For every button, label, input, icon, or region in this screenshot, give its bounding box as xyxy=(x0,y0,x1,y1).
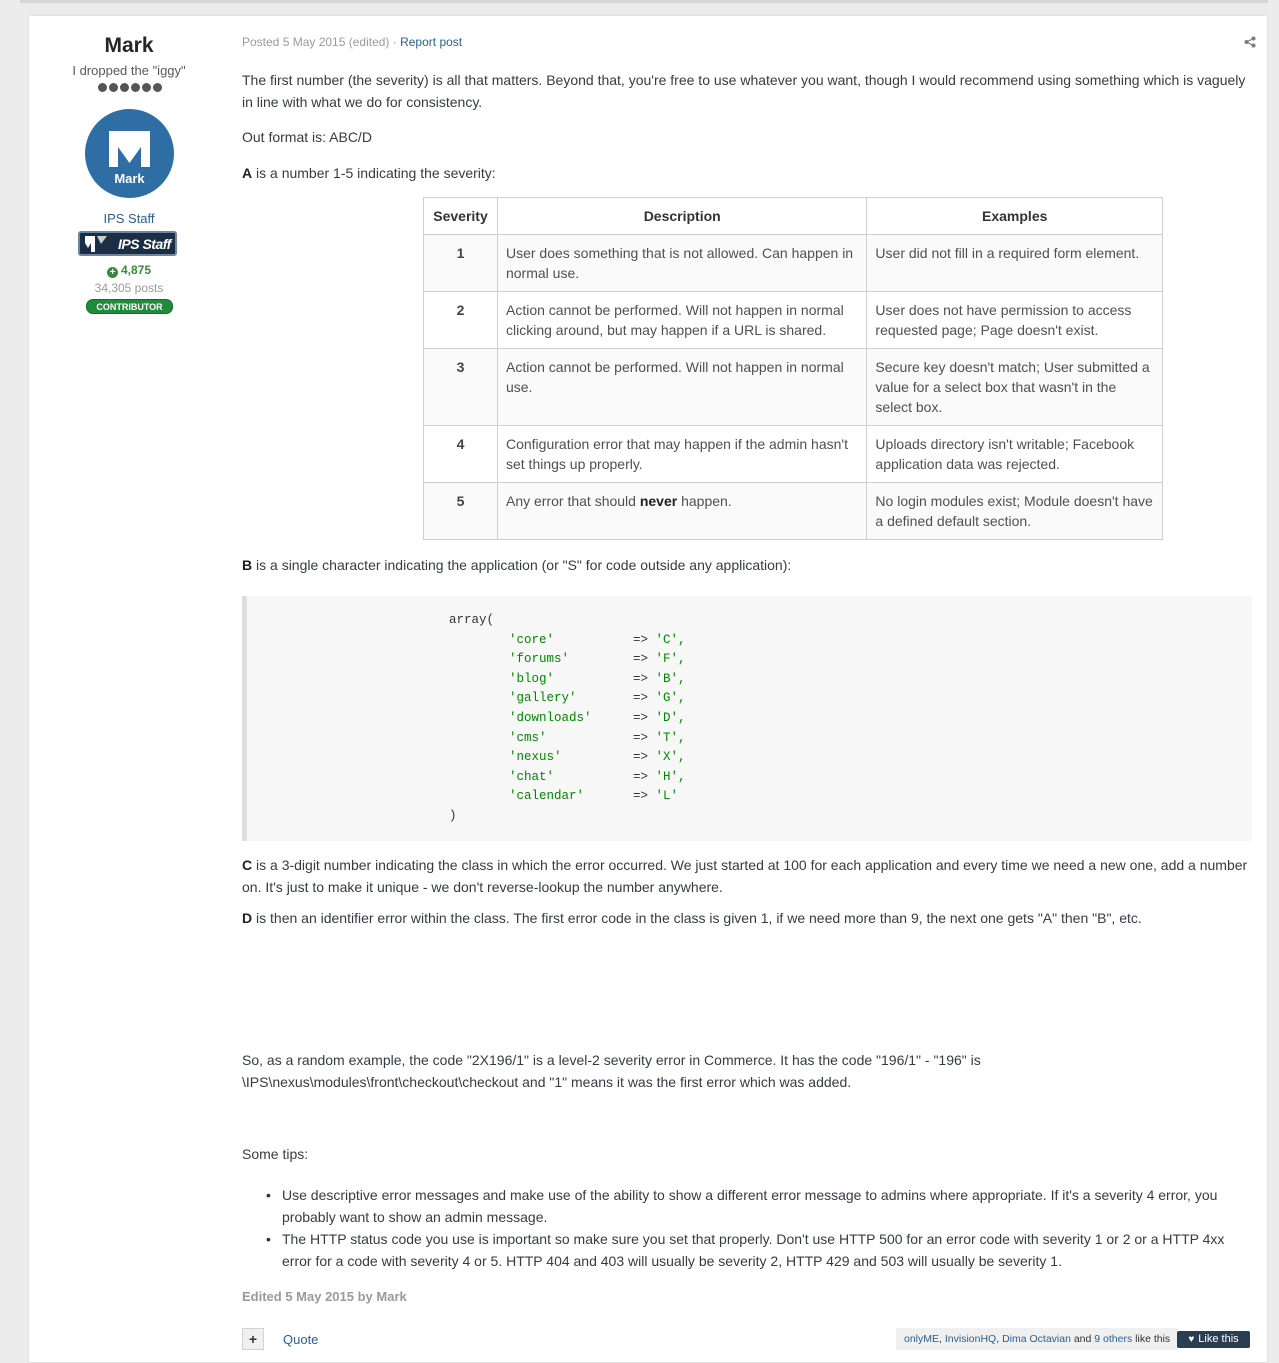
rank-pip xyxy=(153,83,162,92)
code-close: ) xyxy=(449,808,457,823)
severity-cell: 4 xyxy=(424,426,498,483)
code-arrow: => xyxy=(633,789,649,804)
liker-link[interactable]: InvisionHQ xyxy=(944,1333,997,1345)
tips-list xyxy=(266,1184,1256,1272)
description-cell: User does something that is not allowed. Can happen in normal use. xyxy=(497,235,866,292)
rank-pip xyxy=(109,83,118,92)
b-letter: B xyxy=(242,557,253,573)
code-line xyxy=(449,770,686,784)
description-text: happen. xyxy=(677,493,732,509)
table-header-row xyxy=(424,198,1163,235)
like-button-label: Like this xyxy=(1198,1333,1239,1345)
code-arrow: => xyxy=(633,652,649,667)
code-arrow: => xyxy=(633,710,649,725)
d-letter: D xyxy=(242,910,253,926)
code-value: 'G', xyxy=(655,691,686,706)
example-paragraph: So, as a random example, the code "2X196/1" is a level-2 severity error in Commerce. It has the code "196/1" - "196" is \IPS\nexus\modules\front\checkout\checkout and "1" means it was the first error which was added. xyxy=(242,1052,981,1090)
description-cell: Configuration error that may happen if the admin hasn't set things up properly. xyxy=(497,426,866,483)
code-line xyxy=(449,691,686,705)
b-paragraph xyxy=(242,554,1252,576)
avatar-label: Mark xyxy=(114,171,145,186)
code-content xyxy=(449,611,686,827)
edited-note: Edited 5 May 2015 by Mark xyxy=(242,1289,407,1304)
post-count: 34,305 posts xyxy=(94,281,164,295)
forum-post xyxy=(28,15,1268,1363)
author-title: I dropped the "iggy" xyxy=(72,63,186,78)
format-paragraph: Out format is: ABC/D xyxy=(242,129,372,145)
avatar[interactable] xyxy=(85,109,174,198)
code-key: 'forums' xyxy=(509,652,570,667)
plus-circle-icon: + xyxy=(107,267,118,278)
meta-separator: · xyxy=(389,35,401,49)
c-letter: C xyxy=(242,857,253,873)
top-divider xyxy=(20,0,1268,3)
code-arrow: => xyxy=(633,632,649,647)
a-text: is a number 1-5 indicating the severity: xyxy=(252,165,496,181)
header-description: Description xyxy=(497,198,866,235)
code-value: 'B', xyxy=(655,671,686,686)
code-line xyxy=(449,652,686,666)
likes-summary xyxy=(896,1328,1178,1350)
code-key: 'downloads' xyxy=(509,710,592,725)
code-key: 'chat' xyxy=(509,769,555,784)
examples-cell: Uploads directory isn't writable; Facebook application data was rejected. xyxy=(867,426,1163,483)
examples-cell: User did not fill in a required form element. xyxy=(867,235,1163,292)
reputation-value: 4,875 xyxy=(120,263,152,277)
code-key: 'core' xyxy=(509,632,555,647)
code-value: 'D', xyxy=(655,710,686,725)
code-value: 'H', xyxy=(655,769,686,784)
severity-cell: 3 xyxy=(424,349,498,426)
table-row xyxy=(424,426,1163,483)
code-line xyxy=(449,672,686,686)
rank-pips xyxy=(97,83,163,93)
code-line xyxy=(449,750,686,764)
code-key: 'cms' xyxy=(509,730,547,745)
code-key: 'nexus' xyxy=(509,750,562,765)
multiquote-button[interactable]: + xyxy=(242,1328,264,1350)
description-emphasis: never xyxy=(639,493,678,509)
table-row xyxy=(424,483,1163,540)
others-link[interactable]: 9 others xyxy=(1094,1333,1133,1345)
d-paragraph xyxy=(242,907,1252,929)
table-row xyxy=(424,292,1163,349)
description-text: Any error that should xyxy=(505,493,640,509)
code-arrow: => xyxy=(633,769,649,784)
tips-heading: Some tips: xyxy=(242,1146,309,1162)
group-name: IPS Staff xyxy=(103,211,155,226)
like-button[interactable] xyxy=(1177,1331,1250,1348)
header-examples: Examples xyxy=(867,198,1163,235)
reputation xyxy=(29,263,229,278)
rank-badge: CONTRIBUTOR xyxy=(86,299,173,314)
code-value: 'L' xyxy=(655,789,679,804)
posted-date: Posted 5 May 2015 (edited) xyxy=(242,35,390,49)
code-arrow: => xyxy=(633,730,649,745)
code-arrow: => xyxy=(633,750,649,765)
likes-separator: , xyxy=(996,1333,1003,1345)
staff-logo-icon xyxy=(83,234,113,254)
severity-cell: 1 xyxy=(424,235,498,292)
code-value: 'C', xyxy=(655,632,686,647)
code-value: 'F', xyxy=(655,652,686,667)
a-letter: A xyxy=(242,165,253,181)
c-text: is a 3-digit number indicating the class in which the error occurred. We just started at 100 for each application and every time we need a new one, add a number on. It's just to make it unique - we don't reverse-lookup the number anywhere. xyxy=(242,857,1248,895)
code-line xyxy=(449,711,686,725)
b-text: is a single character indicating the application (or "S" for code outside any application): xyxy=(252,557,792,573)
code-key: 'gallery' xyxy=(509,691,577,706)
rank-pip xyxy=(98,83,107,92)
staff-badge-label: IPS Staff xyxy=(118,236,171,252)
staff-badge xyxy=(78,231,177,256)
table-row xyxy=(424,235,1163,292)
c-paragraph xyxy=(242,854,1252,898)
heart-icon: ♥ xyxy=(1188,1334,1195,1345)
severity-cell: 5 xyxy=(424,483,498,540)
code-line xyxy=(449,789,678,803)
code-value: 'X', xyxy=(655,750,686,765)
code-value: 'T', xyxy=(655,730,686,745)
list-item: • The HTTP status code you use is important so make sure you set that properly. Don't use HTTP 500 for an error code with severity 1 or 2 or a HTTP 4xx error for a code with severity 4 or 5. HTTP 404 and 403 will usually be severity 2, HTTP 429 and 503 will usually be severity 1. xyxy=(266,1228,1256,1272)
code-line xyxy=(449,633,686,647)
report-post-link[interactable]: Report post xyxy=(400,35,463,49)
code-line xyxy=(449,731,686,745)
rank-pip xyxy=(131,83,140,92)
share-icon[interactable] xyxy=(1244,36,1256,48)
d-text: is then an identifier error within the class. The first error code in the class is given 1, if we need more than 9, the next one gets "A" then "B", etc. xyxy=(252,910,1142,926)
examples-cell: User does not have permission to access requested page; Page doesn't exist. xyxy=(867,292,1163,349)
code-arrow: => xyxy=(633,671,649,686)
header-severity: Severity xyxy=(424,198,498,235)
code-block[interactable] xyxy=(242,596,1252,841)
liker-link[interactable]: Dima Octavian xyxy=(1002,1333,1071,1345)
description-cell: Action cannot be performed. Will not happen in normal clicking around, but may happen if a URL is shared. xyxy=(497,292,866,349)
likes-separator: , xyxy=(939,1333,945,1345)
likes-and: and xyxy=(1070,1333,1095,1345)
intro-paragraph: The first number (the severity) is all that matters. Beyond that, you're free to use whatever you want, though I would recommend using something which is vaguely in line with what we do for consistency. xyxy=(242,72,1246,110)
description-cell: Action cannot be performed. Will not happen in normal use. xyxy=(497,349,866,426)
rank-pip xyxy=(142,83,151,92)
post-meta xyxy=(242,35,462,49)
table-row xyxy=(424,349,1163,426)
list-item: • Use descriptive error messages and make use of the ability to show a different error message to admins where appropriate. If it's a severity 4 error, you probably want to show an admin message. xyxy=(266,1184,1256,1228)
author-name[interactable]: Mark xyxy=(104,34,154,57)
code-open: array( xyxy=(449,613,495,627)
description-cell xyxy=(497,483,866,540)
code-key: 'blog' xyxy=(509,671,555,686)
code-arrow: => xyxy=(633,691,649,706)
examples-cell: Secure key doesn't match; User submitted a value for a select box that wasn't in the select box. xyxy=(867,349,1163,426)
liker-link[interactable]: onlyME xyxy=(904,1333,940,1345)
code-key: 'calendar' xyxy=(509,789,585,804)
page xyxy=(8,0,1272,1363)
a-paragraph xyxy=(242,162,1252,184)
severity-cell: 2 xyxy=(424,292,498,349)
severity-table xyxy=(423,197,1163,540)
rank-pip xyxy=(120,83,129,92)
quote-link[interactable]: Quote xyxy=(283,1332,319,1347)
likes-suffix: like this xyxy=(1132,1333,1171,1345)
examples-cell: No login modules exist; Module doesn't have a defined default section. xyxy=(867,483,1163,540)
